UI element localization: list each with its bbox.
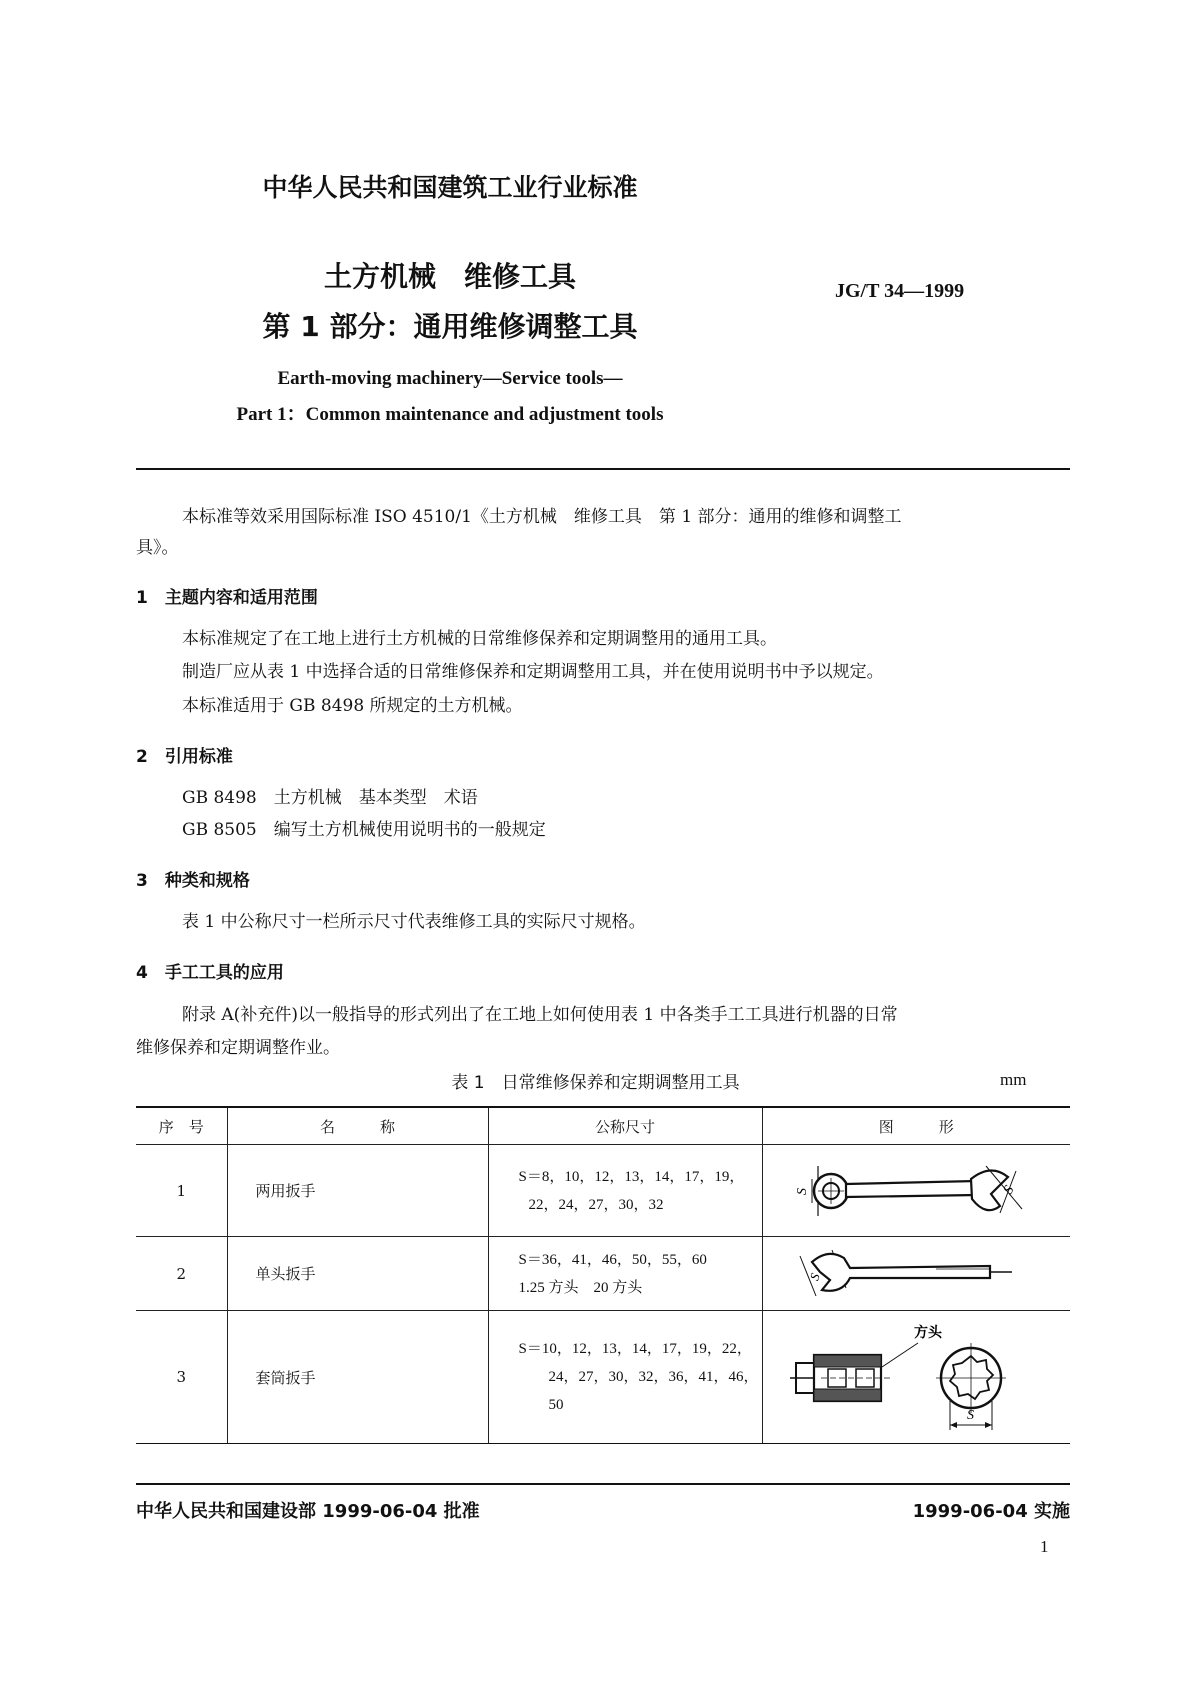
table-row: [136, 1237, 1070, 1311]
intro-line1: 本标准等效采用国际标准 ISO 4510/1《土方机械 维修工具 第 1 部分：通用的维修和调整工: [182, 507, 902, 527]
dimension-label-s: S: [967, 1407, 975, 1423]
col-header-figure: 图 形: [762, 1108, 1070, 1145]
reference-standard-2: GB 8505 编写土方机械使用说明书的一般规定: [182, 820, 546, 840]
figure-cell: [762, 1145, 1070, 1237]
dimension-label-s: S: [806, 1270, 824, 1282]
section-2-heading: 2 引用标准: [136, 747, 233, 767]
section-1-para-2: 制造厂应从表 1 中选择合适的日常维修保养和定期调整用工具，并在使用说明书中予以规定。: [182, 662, 884, 682]
nominal-size: [488, 1311, 762, 1444]
header-divider: [136, 468, 1070, 470]
tool-name: 套筒扳手: [227, 1311, 488, 1444]
nominal-size: [488, 1237, 762, 1311]
document-title-line2: 第 1 部分：通用维修调整工具: [262, 310, 638, 343]
size-line: S＝10，12，13，14，17，19，22，: [518, 1341, 752, 1357]
table-caption: 表 1 日常维修保养和定期调整用工具: [451, 1073, 740, 1093]
single-open-end-wrench-figure: [786, 1242, 1046, 1306]
size-line: 1.25 方头 20 方头: [518, 1279, 643, 1296]
section-4-para-2: 维修保养和定期调整作业。: [136, 1038, 340, 1058]
document-title-line1: 土方机械 维修工具: [323, 260, 576, 293]
english-title-line2: Part 1：Common maintenance and adjustment tools: [236, 404, 664, 425]
size-line: S＝36，41，46，50，55，60: [518, 1251, 707, 1268]
approval-statement: 中华人民共和国建设部 1999-06-04 批准: [136, 1501, 480, 1522]
tool-name: 两用扳手: [227, 1145, 488, 1237]
figure-cell: [762, 1237, 1070, 1311]
col-header-no: 序 号: [136, 1108, 227, 1145]
table-row: [136, 1311, 1070, 1444]
section-1-para-3: 本标准适用于 GB 8498 所规定的土方机械。: [182, 696, 523, 716]
size-line: 24，27，30，32，36，41，46，: [548, 1369, 759, 1385]
tool-name: 单头扳手: [227, 1237, 488, 1311]
page-number: 1: [1040, 1537, 1049, 1556]
implementation-date: 1999-06-04 实施: [912, 1501, 1070, 1522]
standard-number: JG/T 34—1999: [835, 280, 965, 302]
section-4-para-1: 附录 A(补充件)以一般指导的形式列出了在工地上如何使用表 1 中各类手工工具进行机器的日常: [182, 1005, 898, 1025]
issuing-authority: 中华人民共和国建筑工业行业标准: [262, 173, 638, 202]
square-head-label: 方头: [914, 1324, 943, 1341]
row-number: 2: [136, 1237, 227, 1311]
size-line: S＝8，10，12，13，14，17，19，: [518, 1168, 745, 1185]
figure-cell: [762, 1311, 1070, 1444]
col-header-name: 名 称: [227, 1108, 488, 1145]
english-title-line1: Earth-moving machinery—Service tools—: [277, 368, 623, 389]
row-number: 3: [136, 1311, 227, 1444]
tools-table: [136, 1108, 1070, 1444]
size-line: 22，24，27，30，32: [528, 1196, 664, 1213]
section-3-para-1: 表 1 中公称尺寸一栏所示尺寸代表维修工具的实际尺寸规格。: [182, 912, 646, 932]
socket-wrench-figure: [786, 1315, 1046, 1440]
footer-rule: [136, 1483, 1070, 1485]
section-1-para-1: 本标准规定了在工地上进行土方机械的日常维修保养和定期调整用的通用工具。: [182, 629, 777, 649]
dimension-label-s: S: [1001, 1182, 1018, 1197]
col-header-size: 公称尺寸: [488, 1108, 762, 1145]
nominal-size: [488, 1145, 762, 1237]
section-3-heading: 3 种类和规格: [136, 871, 250, 891]
table-header-row: [136, 1108, 1070, 1145]
size-line: 50: [548, 1397, 564, 1413]
section-4-heading: 4 手工工具的应用: [136, 963, 284, 983]
combination-wrench-figure: [786, 1151, 1046, 1231]
dimension-label-s: S: [795, 1187, 811, 1195]
table-unit: mm: [1000, 1070, 1027, 1089]
intro-line2: 具》。: [136, 538, 179, 558]
reference-standard-1: GB 8498 土方机械 基本类型 术语: [182, 788, 478, 808]
table-row: [136, 1145, 1070, 1237]
row-number: 1: [136, 1145, 227, 1237]
section-1-heading: 1 主题内容和适用范围: [136, 588, 318, 608]
